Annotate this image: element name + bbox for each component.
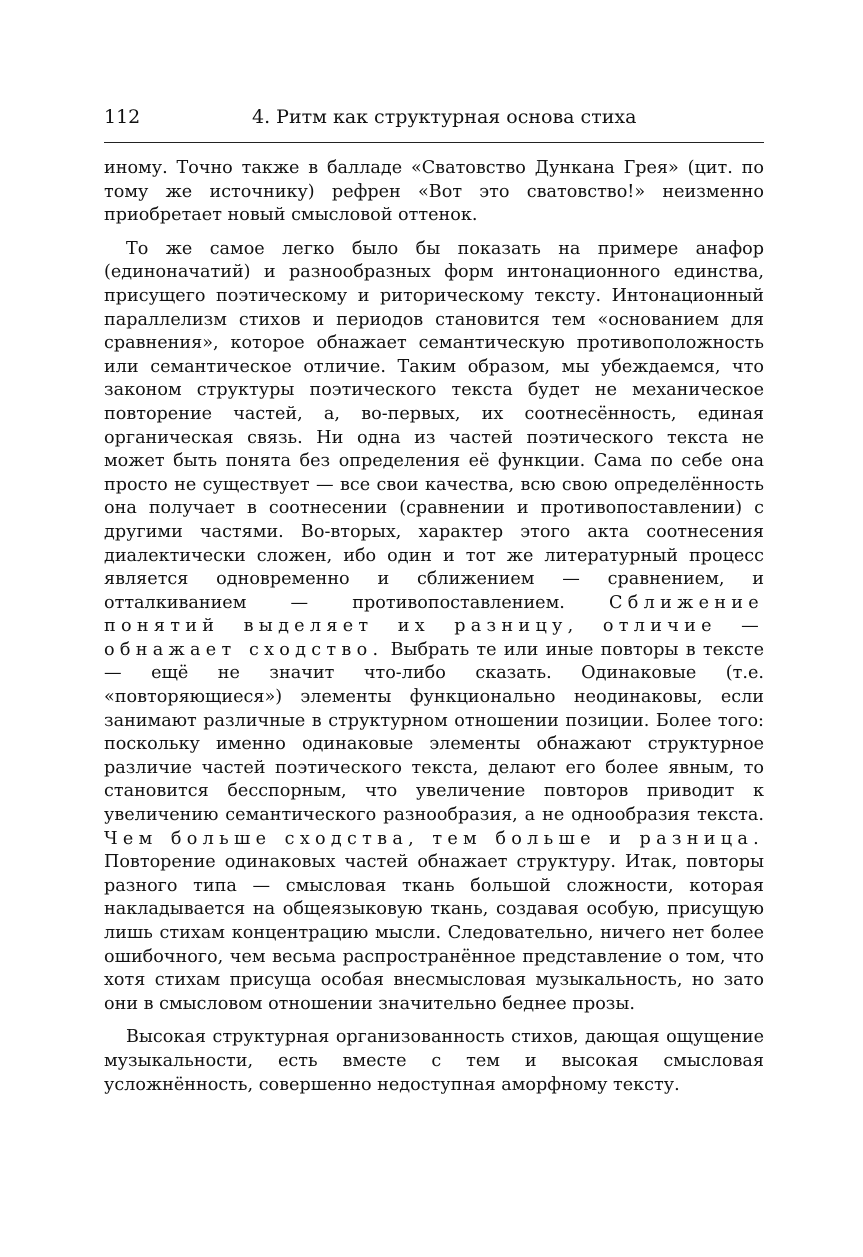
paragraph-3-text: Высокая структурная организованность стихов, дающая ощущение музыкальности, есть вместе с тем и высокая смысловая усложнённость, совершенно недоступная аморфному тексту. [104, 1027, 764, 1095]
body-text [104, 157, 764, 1097]
header-rule [104, 142, 764, 143]
running-head [104, 100, 764, 134]
paragraph-3 [104, 1026, 764, 1097]
book-page [104, 100, 764, 1107]
paragraph-1-text: иному. Точно также в балладе «Сватовство Дункана Грея» (цит. по тому же источнику) рефрен «Вот это сватовство!» неизменно приобретает новый смысловой оттенок. [104, 158, 764, 226]
paragraph-1 [104, 157, 764, 228]
paragraph-2 [104, 238, 764, 1017]
paragraph-2-text-a: То же самое легко было бы показать на примере анафор (единоначатий) и разнообразных форм интонационного единства, присущего поэтическому и риторическому тексту. Интонационный параллелизм стихов и периодов становится тем «основанием для сравнения», которое обнажает семантическую противоположность или семантическое отличие. Таким образом, мы убеждаемся, что законом структуры поэтического текста будет не механическое повторение частей, а, во-первых, их соотнесённость, единая органическая связь. Ни одна из частей поэтического текста не может быть понята без определения её функции. Сама по себе она просто не существует — все свои качества, всю свою определённость она получает в соотнесении (сравнении и противопоставлении) с другими частями. Во-вторых, характер этого акта соотнесения диалектически сложен, ибо один и тот же литературный процесс является одновременно и сближением — сравнением, и отталкиванием — противопоставлением. [104, 238, 764, 613]
page-number: 112 [104, 106, 141, 128]
paragraph-2-text-c: Повторение одинаковых частей обнажает структуру. Итак, повторы разного типа — смысловая ткань большой сложности, которая накладывается на общеязыковую ткань, создавая особую, присущую лишь стихам концентрацию мысли. Следовательно, ничего нет более ошибочного, чем весьма распространённое представление о том, что хотя стихам присуща особая внесмысловая музыкальность, но зато они в смысловом отношении значительно беднее прозы. [104, 852, 764, 1014]
paragraph-2-spaced-phrase-1: Сближение понятий выделяет их разницу, отличие — обнажает сходство. [104, 592, 764, 660]
paragraph-2-spaced-phrase-2: Чем больше сходства, тем больше и разница. [104, 828, 764, 849]
paragraph-2-text-b: Выбрать те или иные повторы в тексте — ещё не значит что-либо сказать. Одинаковые (т.е. «повторяющиеся») элементы функционально неодинаковы, если занимают различные в структурном отношении позиции. Более того: поскольку именно одинаковые элементы обнажают структурное различие частей поэтического текста, делают его более явным, то становится бесспорным, что увеличение повторов приводит к увеличению семантического разнообразия, а не однообразия текста. [104, 639, 764, 826]
chapter-title: 4. Ритм как структурная основа стиха [252, 106, 637, 128]
